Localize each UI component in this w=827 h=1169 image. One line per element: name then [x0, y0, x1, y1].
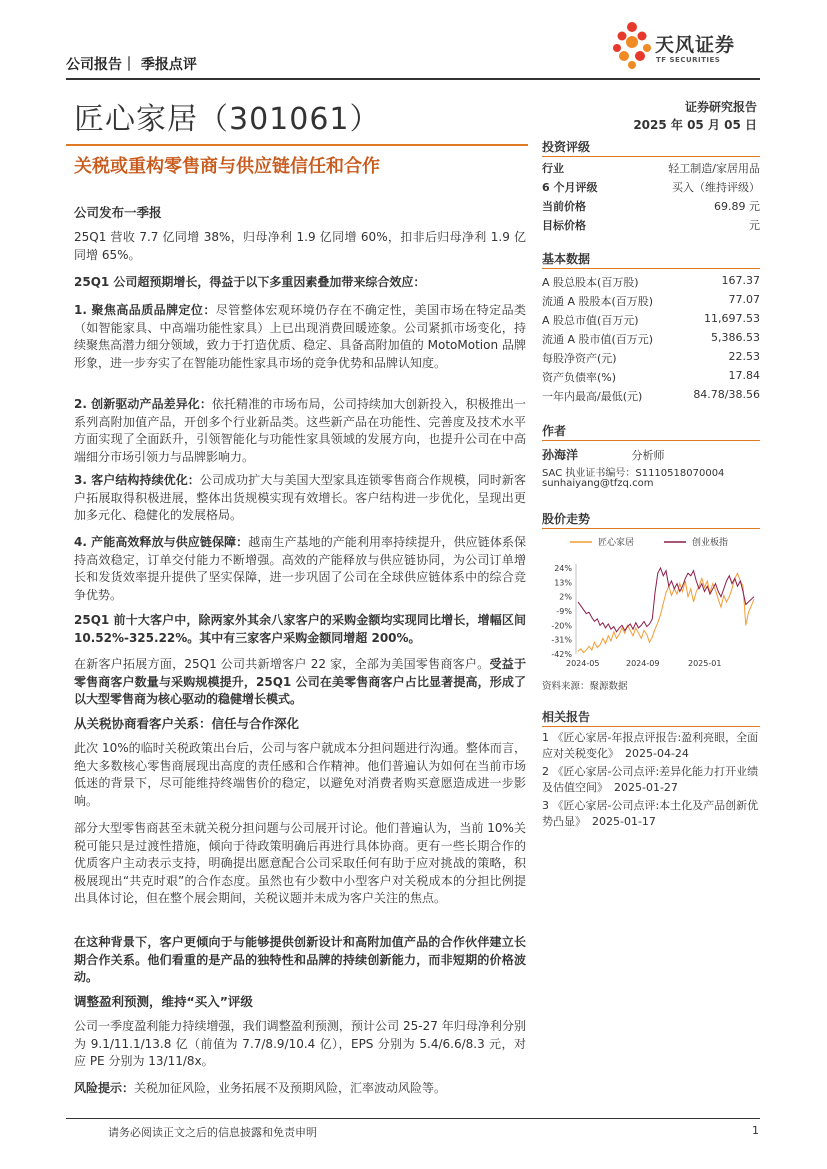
- author-divider: [542, 440, 760, 441]
- chart-source: 资料来源：聚源数据: [542, 681, 628, 692]
- factor-4-lead: 4. 产能高效释放与供应链保障：: [74, 535, 249, 549]
- new-clients-text: 在新客户拓展方面，25Q1 公司共新增客户 22 家，全部为美国零售商客户。: [74, 657, 490, 671]
- paragraph-tariff-1: 此次 10%的临时关税政策出台后，公司与客户就成本分担问题进行沟通。整体而言，绝大多数核心零售商展现出高度的责任感和合作精神。他们普遍认为如何在当前市场低迷的背景下，尽可能维持终端售价的稳定，以避免对消费者购买意愿造成进一步影响。: [74, 741, 526, 808]
- author-email[interactable]: sunhaiyang@tfzq.com: [542, 478, 654, 489]
- paragraph-factor-2: [74, 396, 526, 466]
- section-title-forecast: 调整盈利预测，维持“买入”评级: [74, 994, 253, 1009]
- paragraph-new-clients: [74, 656, 526, 709]
- y-tick-label: -42%: [551, 650, 572, 659]
- paragraph-growth-intro: 25Q1 公司超预期增长，得益于以下多重因素叠加带来综合效应：: [74, 275, 426, 289]
- legend-label: 匠心家居: [598, 538, 635, 548]
- factor-4-text: 越南生产基地的产能利用率持续提升，供应链体系保持高效稳定，订单交付能力不断增强。高效的产能释放与供应链协同，为公司订单增长和发货效率提升提供了坚实保障，进一步巩固了公司在全球供应链体系中的综合竞争优势。: [74, 535, 526, 602]
- basic-data-row: 每股净资产(元) 22.53: [542, 350, 760, 365]
- y-tick-label: -9%: [556, 607, 572, 616]
- paragraph-factor-3: [74, 472, 526, 525]
- y-tick-label: 13%: [554, 578, 572, 588]
- author-name: 孙海洋: [542, 448, 579, 462]
- header-divider: [66, 78, 760, 80]
- y-tick-label: -20%: [551, 621, 572, 631]
- page-title: 匠心家居（301061）: [74, 102, 381, 137]
- related-report-item[interactable]: 1 《匠心家居-年报点评报告:盈利亮眼，全面应对关税变化》 2025-04-24: [542, 731, 759, 760]
- report-date: 2025 年 05 月 05 日: [633, 118, 757, 132]
- paragraph-tariff-3: 在这种背景下，客户更倾向于与能够提供创新设计和高附加值产品的合作伙伴建立长期合作关系。他们看重的是产品的独特性和品牌的持续创新能力，而非短期的价格波动。: [74, 935, 526, 985]
- paragraph-risk: [74, 1080, 526, 1098]
- risk-lead: 风险提示：: [74, 1081, 135, 1095]
- x-tick-label: 2025-01: [688, 659, 722, 668]
- author-cert: SAC 执业证书编号：S1110518070004: [542, 468, 725, 479]
- related-report-item[interactable]: 3 《匠心家居-公司点评:本土化及产品创新优势凸显》 2025-01-17: [542, 799, 759, 828]
- author-title: 作者: [542, 424, 567, 438]
- related-divider: [542, 726, 760, 727]
- paragraph-q1-summary: 25Q1 营收 7.7 亿同增 38%，归母净利 1.9 亿同增 60%，扣非后归母净利 1.9 亿同增 65%。: [74, 230, 526, 262]
- chart-title: 股价走势: [542, 512, 591, 526]
- related-report-item[interactable]: 2 《匠心家居-公司点评:差异化能力打开业绩及估值空间》 2025-01-27: [542, 765, 759, 794]
- y-tick-label: 2%: [559, 592, 572, 602]
- y-tick-label: 24%: [554, 564, 572, 573]
- author-info: [542, 446, 760, 463]
- basic-data-row: A 股总市值(百万元) 11,697.53: [542, 312, 760, 327]
- basic-data-row: 一年内最高/最低(元) 84.78/38.56: [542, 388, 760, 403]
- section-title-tariff: 从关税协商看客户关系：信任与合作深化: [74, 716, 300, 731]
- author-role: 分析师: [631, 449, 665, 462]
- factor-2-lead: 2. 创新驱动产品差异化：: [74, 397, 212, 411]
- x-tick-label: 2024-05: [566, 659, 600, 668]
- rating-row: 当前价格 69.89 元: [542, 200, 760, 213]
- brand-name: 天风证券: [655, 34, 736, 56]
- rating-divider: [542, 156, 760, 157]
- paragraph-factor-1: [74, 302, 526, 372]
- new-clients-bold: 受益于零售商客户数量与采购规模提升，25Q1 公司在美零售商客户占比显著提高，形成了以大型零售商为核心驱动的稳健增长模式。: [74, 657, 526, 707]
- factor-1-text: 尽管整体宏观环境仍存在不确定性，美国市场在特定品类（如智能家具、中高端功能性家具）上已出现消费回暖迹象。公司紧抓市场变化，持续聚焦高潜力细分领域，致力于打造优质、稳定、具备高附加值的 MotoMotion 品牌形象，进一步夯实了在智能功能性家具市场的竞争优势和品牌认知度。: [74, 303, 526, 370]
- paragraph-tariff-2: 部分大型零售商甚至未就关税分担问题与公司展开讨论。他们普遍认为，当前 10%关税可能只是过渡性措施，倾向于待政策明确后再进行具体协商。更有一些长期合作的优质客户主动表示支持，明确提出愿意配合公司采取任何有助于应对挑战的策略，积极展现出“共克时艰”的合作态度。虽然也有少数中小型客户对关税成本的分担比例提出具体讨论，但在整个展会期间，关税议题并未成为客户关注的焦点。: [74, 821, 526, 906]
- report-kind: 证券研究报告: [684, 100, 757, 114]
- basic-data-row: 流通 A 股股本(百万股) 77.07: [542, 293, 760, 308]
- basic-data-row: 资产负债率(%) 17.84: [542, 369, 760, 384]
- brand-en: TF SECURITIES: [656, 56, 721, 64]
- x-tick-label: 2024-09: [626, 659, 660, 668]
- paragraph-forecast: 公司一季度盈利能力持续增强，我们调整盈利预测，预计公司 25-27 年归母净利分别为 9.1/11.1/13.8 亿（前值为 7.7/8.9/10.4 亿），EPS 分别为 5.4/6.6/8.3 元，对应 PE 分别为 13/11/8x。: [74, 1019, 526, 1069]
- paragraph-factor-4: [74, 534, 526, 604]
- price-chart: [542, 532, 760, 672]
- factor-3-lead: 3. 客户结构持续优化：: [74, 473, 200, 487]
- title-divider: [66, 144, 528, 146]
- rating-row: 目标价格 元: [542, 219, 760, 232]
- risk-text: 关税加征风险，业务拓展不及预期风险，汇率波动风险等。: [134, 1081, 447, 1095]
- rating-row: 6 个月评级 买入（维持评级）: [542, 181, 760, 194]
- factor-2-text: 依托精准的市场布局，公司持续加大创新投入，积极推出一系列高附加值产品，开创多个行业新品类。这些新产品在功能性、完善度及技术水平方面实现了全面跃升，引领智能化与功能性家具领域的发展方向，也提升公司在中高端细分市场引领力与品牌影响力。: [74, 397, 526, 464]
- basic-data-title: 基本数据: [542, 252, 591, 266]
- footer-divider: [66, 1118, 760, 1119]
- basic-data-divider: [542, 268, 760, 269]
- factor-3-text: 公司成功扩大与美国大型家具连锁零售商合作规模，同时新客户拓展取得积极进展，整体出货规模实现有效增长。客户结构进一步优化，呈现出更加多元化、稳健化的发展格局。: [74, 473, 526, 523]
- tf-logo-icon: [610, 20, 654, 70]
- basic-data-row: A 股总股本(百万股) 167.37: [542, 274, 760, 289]
- footer-disclaimer[interactable]: 请务必阅读正文之后的信息披露和免责申明: [108, 1126, 317, 1139]
- report-type: 公司报告｜ 季报点评: [66, 57, 197, 73]
- basic-data-row: 流通 A 股市值(百万元) 5,386.53: [542, 331, 760, 346]
- section-title-q1: 公司发布一季报: [74, 205, 162, 220]
- related-title: 相关报告: [542, 710, 591, 724]
- factor-1-lead: 1. 聚焦高品质品牌定位：: [74, 303, 216, 317]
- rating-row: 行业 轻工制造/家居用品: [542, 162, 760, 175]
- series-line: [578, 573, 754, 653]
- legend-label: 创业板指: [692, 538, 729, 548]
- page-subtitle: 关税或重构零售商与供应链信任和合作: [74, 156, 380, 177]
- page-number: 1: [752, 1124, 759, 1137]
- paragraph-top-clients: 25Q1 前十大客户中，除两家外其余八家客户的采购金额均实现同比增长，增幅区间 10.52%-325.22%。其中有三家客户采购金额同增超 200%。: [74, 613, 526, 645]
- chart-divider: [542, 528, 760, 529]
- y-tick-label: -31%: [551, 635, 572, 645]
- rating-title: 投资评级: [542, 140, 591, 154]
